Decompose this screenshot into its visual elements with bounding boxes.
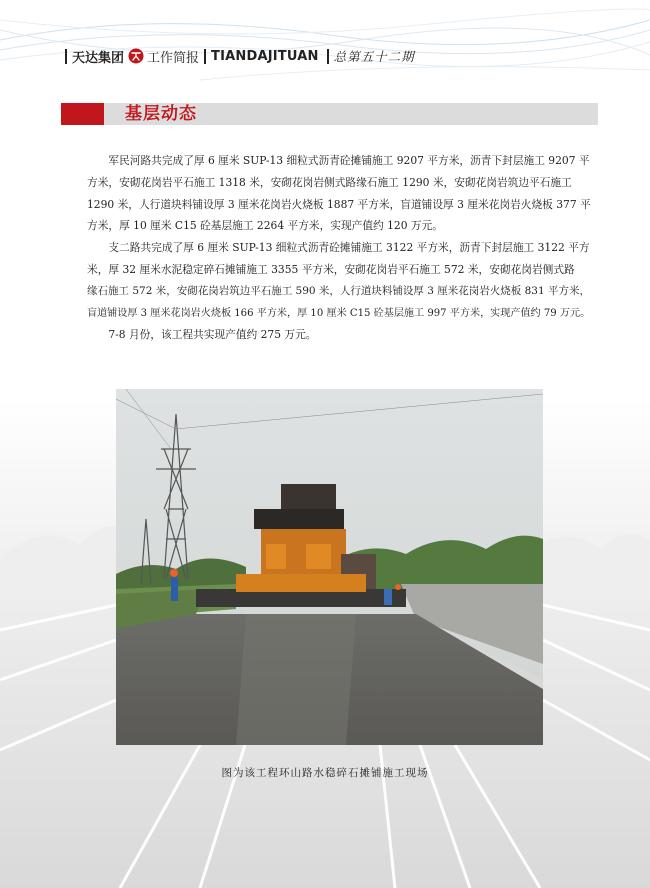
- article-line: 方米，厚 10 厘米 C15 砼基层施工 2264 平方米，实现产值约 120 万元。: [87, 219, 443, 233]
- article-line: 方米，安砌花岗岩平石施工 1318 米，安砌花岗岩侧式路缘石施工 1290 米，安砌花岗岩筑边平石施工: [87, 175, 572, 189]
- header-bar: [60, 46, 415, 66]
- header-divider: [65, 49, 67, 64]
- article-line: 盲道铺设厚 3 厘米花岗岩火烧板 166 平方米，厚 10 厘米 C15 砼基层施工 997 平方米，实现产值约 79 万元。: [87, 307, 591, 319]
- section-accent-block: [61, 103, 104, 125]
- article-line: 7-8 月份，该工程共实现产值约 275 万元。: [87, 328, 317, 342]
- article-line: 缘石施工 572 米，安砌花岗岩筑边平石施工 590 米，人行道块料铺设厚 3 厘米花岗岩火烧板 831 平方米，: [87, 284, 591, 297]
- header-issue-number: 总第五十二期: [333, 49, 415, 64]
- article-line: 1290 米，人行道块料铺设厚 3 厘米花岗岩火烧板 1887 平方米，盲道铺设厚 3 厘米花岗岩火烧板 377 平: [87, 197, 591, 211]
- section-title-bar: [61, 103, 598, 125]
- article-line: 支二路共完成了厚 6 厘米 SUP-13 细粒式沥青砼摊铺施工 3122 平方米，沥青下封层施工 3122 平方: [87, 241, 590, 255]
- section-title: 基层动态: [125, 104, 197, 124]
- header-brand: 天达集团: [72, 50, 125, 66]
- header-english-name: TIANDAJITUAN: [211, 48, 319, 64]
- page-header: [0, 0, 650, 95]
- header-divider: [204, 49, 206, 64]
- figure-caption: 图为该工程环山路水稳碎石摊铺施工现场: [221, 767, 429, 779]
- article-line: 米，厚 32 厘米水泥稳定碎石摊铺施工 3355 平方米，安砌花岗岩平石施工 572 米，安砌花岗岩侧式路: [87, 263, 575, 276]
- tianda-logo-icon: [128, 48, 144, 64]
- article-line: 军民河路共完成了厚 6 厘米 SUP-13 细粒式沥青砼摊铺施工 9207 平方米，沥青下封层施工 9207 平: [87, 154, 590, 167]
- header-title: 工作简报: [147, 50, 200, 66]
- construction-site-photo: [116, 389, 543, 745]
- header-divider: [327, 49, 329, 64]
